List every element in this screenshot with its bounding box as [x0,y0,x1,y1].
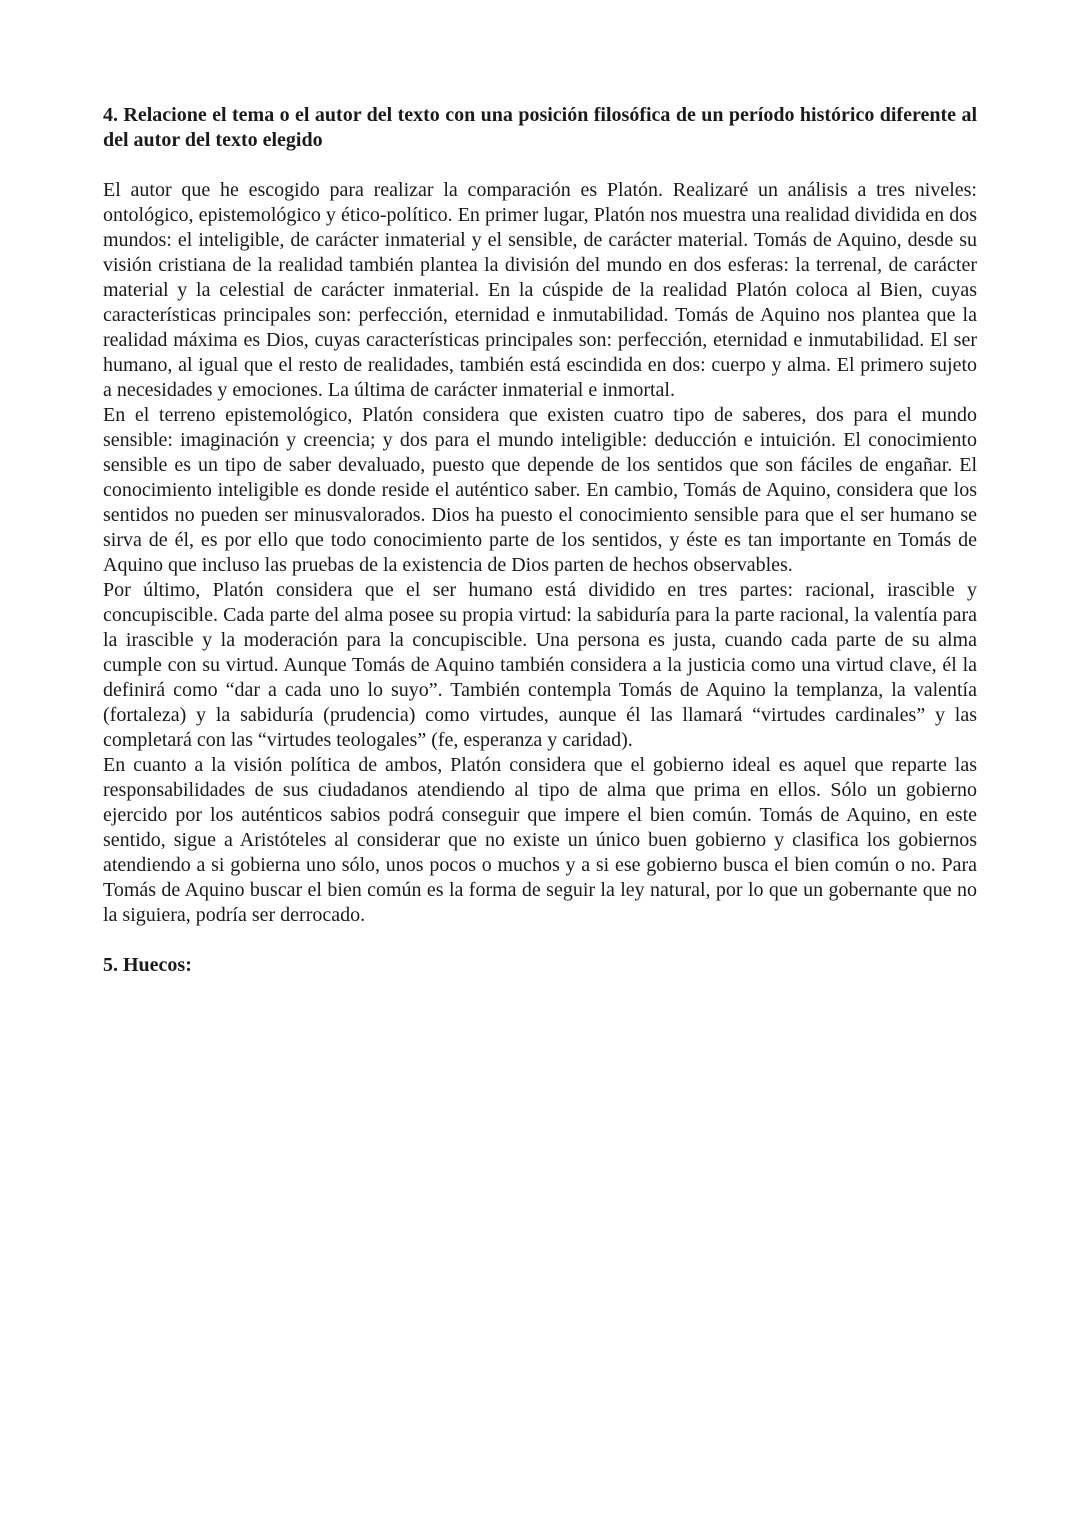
section-5-heading: 5. Huecos: [103,954,192,976]
paragraph-ethics: Por último, Platón considera que el ser humano está dividido en tres partes: racional, irascible y concupiscible. Cada parte del alma posee su propia virtud: la sabiduría para la parte racional, la valentía para la irascible y la moderación para la concupiscible. Una persona es justa, cuando cada parte de su alma cumple con su virtud. Aunque Tomás de Aquino también considera a la justicia como una virtud clave, él la definirá como “dar a cada uno lo suyo”. También contempla Tomás de Aquino la templanza, la valentía (fortaleza) y la sabiduría (prudencia) como virtudes, aunque él las llamará “virtudes cardinales” y las completará con las “virtudes teologales” (fe, esperanza y caridad). [103,579,977,751]
section-4-heading: 4. Relacione el tema o el autor del texto con una posición filosófica de un período histórico diferente al del autor del texto elegido [103,104,977,151]
paragraph-politics: En cuanto a la visión política de ambos, Platón considera que el gobierno ideal es aquel que reparte las responsabilidades de sus ciudadanos atendiendo al tipo de alma que prima en ellos. Sólo un gobierno ejercido por los auténticos sabios podrá conseguir que impere el bien común. Tomás de Aquino, en este sentido, sigue a Aristóteles al considerar que no existe un único buen gobierno y clasifica los gobiernos atendiendo a si gobierna uno sólo, unos pocos o muchos y a si ese gobierno busca el bien común o no. Para Tomás de Aquino buscar el bien común es la forma de seguir la ley natural, por lo que un gobernante que no la siguiera, podría ser derrocado. [103,754,977,926]
paragraph-epistemology: En el terreno epistemológico, Platón considera que existen cuatro tipo de saberes, dos para el mundo sensible: imaginación y creencia; y dos para el mundo inteligible: deducción e intuición. El conocimiento sensible es un tipo de saber devaluado, puesto que depende de los sentidos que son fáciles de engañar. El conocimiento inteligible es donde reside el auténtico saber. En cambio, Tomás de Aquino, considera que los sentidos no pueden ser minusvalorados. Dios ha puesto el conocimiento sensible para que el ser humano se sirva de él, es por ello que todo conocimiento parte de los sentidos, y éste es tan importante en Tomás de Aquino que incluso las pruebas de la existencia de Dios parten de hechos observables. [103,404,977,576]
heading-spacer [103,153,977,178]
paragraph-ontology: El autor que he escogido para realizar la comparación es Platón. Realizaré un análisis a tres niveles: ontológico, epistemológico y ético-político. En primer lugar, Platón nos muestra una realidad dividida en dos mundos: el inteligible, de carácter inmaterial y el sensible, de carácter material. Tomás de Aquino, desde su visión cristiana de la realidad también plantea la división del mundo en dos esferas: la terrenal, de carácter material y la celestial de carácter inmaterial. En la cúspide de la realidad Platón coloca al Bien, cuyas características principales son: perfección, eternidad e inmutabilidad. Tomás de Aquino nos plantea que la realidad máxima es Dios, cuyas características principales son: perfección, eternidad e inmutabilidad. El ser humano, al igual que el resto de realidades, también está escindida en dos: cuerpo y alma. El primero sujeto a necesidades y emociones. La última de carácter inmaterial e inmortal. [103,179,977,401]
document-page [103,103,977,978]
